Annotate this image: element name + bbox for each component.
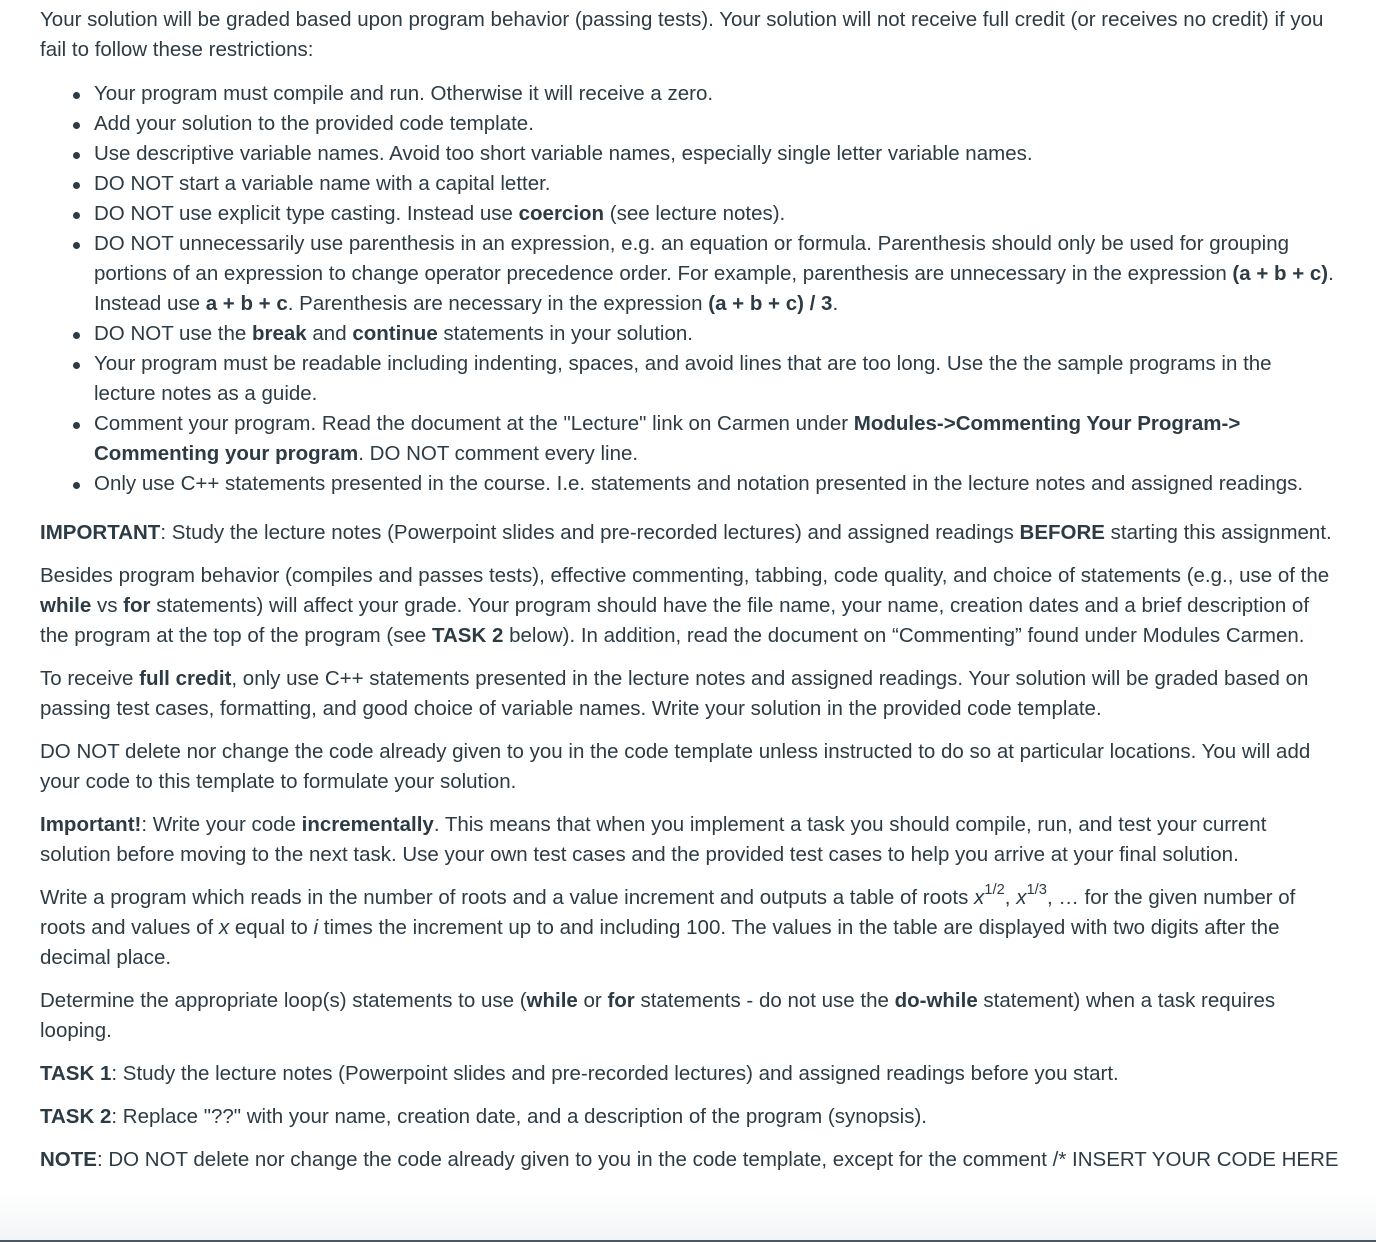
full-credit-paragraph: To receive full credit, only use C++ statements presented in the lecture notes and assigned readings. Your solution will be graded based on passing test cases, formatting, and good choice of variable names. Write your solution in the provided code template. xyxy=(40,667,1309,720)
keyword-break: break xyxy=(251,322,307,345)
bullet-icon xyxy=(73,482,80,489)
incremental-paragraph: Important!: Write your code incrementally. This means that when you implement a task you should compile, run, and test your current solution before moving to the next task. Use your own test cases and the provided test cases to help you arrive at your final solution. xyxy=(40,813,1267,866)
task-1-paragraph: TASK 1: Study the lecture notes (Powerpoint slides and pre-recorded lectures) and assigned readings before you start. xyxy=(40,1062,1119,1085)
assignment-instructions xyxy=(40,5,1339,1188)
list-item: Only use C++ statements presented in the course. I.e. statements and notation presented in the lecture notes and assigned readings. xyxy=(94,469,1336,499)
besides-paragraph: Besides program behavior (compiles and passes tests), effective commenting, tabbing, code quality, and choice of statements (e.g., use of the while vs for statements) will affect your grade. Your program should have the file name, your name, creation dates and a brief description of the program at the top of the program (see TASK 2 below). In addition, read the document on “Commenting” found under Modules Carmen. xyxy=(40,564,1330,647)
important-paragraph: IMPORTANT: Study the lecture notes (Powerpoint slides and pre-recorded lectures) and assigned readings BEFORE starting this assignment. xyxy=(40,521,1332,544)
keyword-continue: continue xyxy=(352,322,438,345)
expression-example: (a + b + c) / 3 xyxy=(708,292,833,315)
grading-intro: Your solution will be graded based upon program behavior (passing tests). Your solution will not receive full credit (or receives no credit) if you fail to follow these restrictions: xyxy=(40,8,1324,61)
bullet-icon xyxy=(73,92,80,99)
coercion-term: coercion xyxy=(518,202,605,225)
scroll-fade xyxy=(0,1194,1376,1242)
list-item: Use descriptive variable names. Avoid too short variable names, especially single letter variable names. xyxy=(94,139,1336,169)
program-description-paragraph: Write a program which reads in the number of roots and a value increment and outputs a table of roots $x^{1/2}$, $x^{1/3}$, … for the given number of roots and values of x equal to i times the increment up to and including 100. The values in the table are displayed with two digits after the decimal place. xyxy=(40,882,1296,969)
bullet-icon xyxy=(73,212,80,219)
task-2-paragraph: TASK 2: Replace "??" with your name, creation date, and a description of the program (synopsis). xyxy=(40,1105,928,1128)
bullet-icon xyxy=(73,242,80,249)
bullet-icon xyxy=(73,122,80,129)
list-item: Add your solution to the provided code template. xyxy=(94,109,1336,139)
loops-paragraph: Determine the appropriate loop(s) statements to use (while or for statements - do not use the do-while statement) when a task requires looping. xyxy=(40,989,1276,1042)
do-not-delete-paragraph: DO NOT delete nor change the code already given to you in the code template unless instructed to do so at particular locations. You will add your code to this template to formulate your solution. xyxy=(40,740,1311,793)
restrictions-list xyxy=(40,79,1336,499)
modules-path: Modules->Commenting Your Program-> Commenting your program xyxy=(94,412,1241,465)
bullet-icon xyxy=(73,332,80,339)
bullet-icon xyxy=(73,422,80,429)
list-item: DO NOT use explicit type casting. Instead use coercion (see lecture notes). xyxy=(94,199,1336,229)
list-item: DO NOT start a variable name with a capital letter. xyxy=(94,169,1336,199)
bullet-icon xyxy=(73,152,80,159)
bullet-icon xyxy=(73,362,80,369)
expression-example: (a + b + c) xyxy=(1232,262,1329,285)
list-item: Your program must compile and run. Otherwise it will receive a zero. xyxy=(94,79,1336,109)
note-paragraph: NOTE: DO NOT delete nor change the code already given to you in the code template, except for the comment /* INSERT YOUR CODE HERE xyxy=(40,1148,1339,1171)
list-item: Your program must be readable including indenting, spaces, and avoid lines that are too long. Use the the sample programs in the lecture notes as a guide. xyxy=(94,349,1336,409)
list-item: DO NOT unnecessarily use parenthesis in an expression, e.g. an equation or formula. Parenthesis should only be used for grouping portions of an expression to change operator precedence order. For example, parenthesis are unnecessary in the expression (a + b + c). Instead use a + b + c. Parenthesis are necessary in the expression (a + b + c) / 3. xyxy=(94,229,1336,319)
list-item: Comment your program. Read the document at the "Lecture" link on Carmen under Modules->Commenting Your Program-> Commenting your program. DO NOT comment every line. xyxy=(94,409,1336,469)
list-item: DO NOT use the break and continue statements in your solution. xyxy=(94,319,1336,349)
expression-example: a + b + c xyxy=(205,292,288,315)
bullet-icon xyxy=(73,182,80,189)
